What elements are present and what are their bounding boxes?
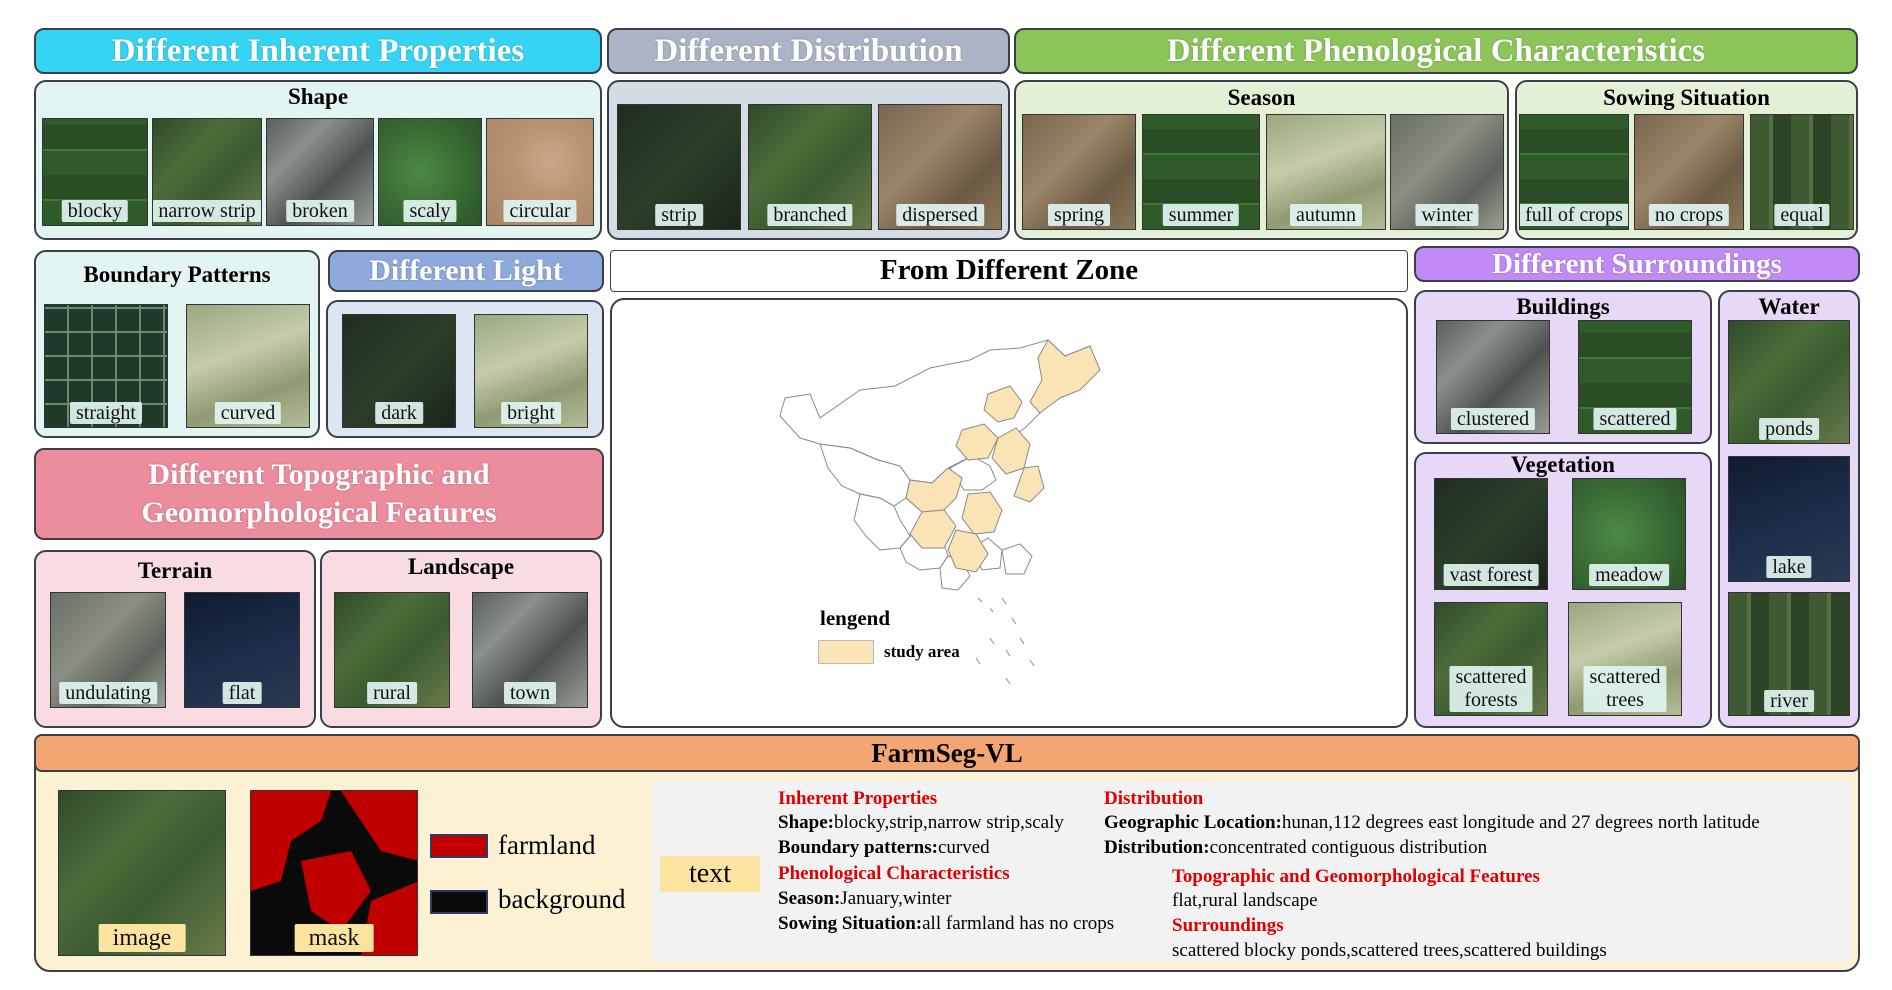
distribution-tile-strip <box>617 104 741 230</box>
zone-legend-label: study area <box>884 642 960 661</box>
season-line <box>778 888 951 910</box>
header-phenological: Different Phenological Characteristics <box>1014 28 1858 74</box>
tile-label: strip <box>655 204 703 226</box>
tile-label-line: trees <box>1606 689 1644 711</box>
season-title: Season <box>1227 85 1296 110</box>
tile-label: scaly <box>403 200 456 222</box>
distribution-tile-branched <box>748 104 872 230</box>
mask-label: mask <box>295 924 374 952</box>
landscape-tile-rural <box>334 592 450 708</box>
china-map <box>610 298 1408 728</box>
text-badge: text <box>660 856 760 892</box>
inherent-heading: Inherent Properties <box>778 788 938 809</box>
zone-legend-title: lengend <box>820 606 891 630</box>
header-distribution: Different Distribution <box>607 28 1010 74</box>
season-tile-summer <box>1142 114 1260 230</box>
water-tile-lake <box>1728 456 1850 582</box>
season-tile-autumn <box>1266 114 1386 230</box>
terrain-tile-flat <box>184 592 300 708</box>
dist-val: concentrated contiguous distribution <box>1209 837 1488 858</box>
distribution-heading: Distribution <box>1104 788 1204 809</box>
shape-line <box>778 812 1064 834</box>
tile-label: spring <box>1048 204 1110 226</box>
zone-legend-swatch <box>818 640 874 664</box>
tile-label: summer <box>1163 204 1239 226</box>
water-title: Water <box>1758 294 1820 319</box>
boundary-tile-curved <box>186 304 310 428</box>
legend-farmland-label: farmland <box>498 830 596 860</box>
boundary-tile-straight <box>44 304 168 428</box>
zone-title: From Different Zone <box>879 254 1139 286</box>
tile-label: circular <box>503 200 576 222</box>
tile-label: undulating <box>59 682 157 704</box>
topo-line-1: Different Topographic and <box>148 458 490 491</box>
tile-label-line: scattered <box>1455 666 1527 688</box>
geo-val: hunan,112 degrees east longitude and 27 degrees north latitude <box>1281 812 1760 833</box>
tile-label: ponds <box>1759 418 1819 440</box>
shape-tile-narrow-strip <box>152 118 262 226</box>
tile-label-line: forests <box>1464 689 1518 711</box>
header-inherent-properties: Different Inherent Properties <box>34 28 602 74</box>
tile-label: bright <box>501 402 561 424</box>
landscape-tile-town <box>472 592 588 708</box>
dist-line <box>1104 837 1487 859</box>
shape-tile-circular <box>486 118 594 226</box>
tile-label: rural <box>367 682 417 704</box>
tile-label: meadow <box>1589 564 1669 586</box>
legend-background-label: background <box>498 884 626 914</box>
buildings-tile-scattered <box>1578 320 1692 434</box>
season-tile-spring <box>1022 114 1136 230</box>
tile-label: equal <box>1774 204 1829 226</box>
tile-label: clustered <box>1451 408 1535 430</box>
vegetation-tile-vast-forest <box>1434 478 1548 590</box>
light-tile-dark <box>342 314 456 428</box>
boundary-title: Boundary Patterns <box>83 262 271 287</box>
vegetation-title: Vegetation <box>1511 452 1615 477</box>
sowing-tile-equal <box>1750 114 1854 230</box>
sowing-title: Sowing Situation <box>1603 85 1770 110</box>
tile-label: town <box>504 682 556 704</box>
landscape-title: Landscape <box>407 554 515 579</box>
shape-key: Shape: <box>778 812 834 833</box>
buildings-title: Buildings <box>1516 294 1610 319</box>
tile-label: curved <box>215 402 281 424</box>
shape-tile-broken <box>266 118 374 226</box>
water-tile-river <box>1728 592 1850 716</box>
geo-key: Geographic Location: <box>1104 812 1282 833</box>
header-topographic <box>34 448 604 540</box>
tile-label: autumn <box>1290 204 1362 226</box>
season-key: Season: <box>778 888 841 909</box>
tile-label: vast forest <box>1444 564 1539 586</box>
tile-label: dispersed <box>896 204 984 226</box>
dist-key: Distribution: <box>1104 837 1210 858</box>
farmseg-mask <box>250 790 418 956</box>
season-tile-winter <box>1390 114 1504 230</box>
tile-label-line: scattered <box>1589 666 1661 688</box>
tile-label: straight <box>70 402 142 424</box>
geo-line <box>1104 812 1760 834</box>
tile-label: scattered <box>1593 408 1676 430</box>
shape-tile-blocky <box>42 118 148 226</box>
tile-label: full of crops <box>1519 204 1629 226</box>
tile-label: river <box>1764 690 1814 712</box>
pheno-heading: Phenological Characteristics <box>778 863 1010 884</box>
tile-label: winter <box>1415 204 1478 226</box>
vegetation-tile-meadow <box>1572 478 1686 590</box>
legend-farmland-swatch <box>430 834 488 858</box>
topo-heading: Topographic and Geomorphological Features <box>1172 866 1540 887</box>
tile-label <box>1583 666 1666 712</box>
vegetation-tile-scattered-trees <box>1568 602 1682 716</box>
sowing-tile-no-crops <box>1634 114 1744 230</box>
shape-tile-scaly <box>378 118 482 226</box>
season-val: January,winter <box>840 888 952 909</box>
shape-title: Shape <box>287 84 349 109</box>
terrain-title: Terrain <box>137 558 213 583</box>
topo-line-2: Geomorphological Features <box>141 496 497 529</box>
tile-label: no crops <box>1649 204 1729 226</box>
light-tile-bright <box>474 314 588 428</box>
water-tile-ponds <box>1728 320 1850 444</box>
boundary-key: Boundary patterns: <box>778 837 938 858</box>
tile-label: branched <box>767 204 852 226</box>
farmseg-image <box>58 790 226 956</box>
header-light: Different Light <box>328 250 604 292</box>
header-farmseg: FarmSeg-VL <box>34 734 1860 772</box>
sowing-tile-full <box>1519 114 1629 230</box>
boundary-line <box>778 837 990 859</box>
vegetation-tile-scattered-forests <box>1434 602 1548 716</box>
sowing-val: all farmland has no crops <box>922 913 1115 934</box>
terrain-tile-undulating <box>50 592 166 708</box>
study-area-provinces <box>906 340 1100 572</box>
tile-label: flat <box>223 682 262 704</box>
south-sea-islands <box>976 598 1034 684</box>
buildings-tile-clustered <box>1436 320 1550 434</box>
tile-label: dark <box>375 402 423 424</box>
surround-heading: Surroundings <box>1172 915 1284 936</box>
surround-val: scattered blocky ponds,scattered trees,scattered buildings <box>1172 940 1607 961</box>
shape-val: blocky,strip,narrow strip,scaly <box>833 812 1064 833</box>
tile-label: broken <box>286 200 354 222</box>
tile-label: blocky <box>62 200 128 222</box>
tile-label: lake <box>1766 556 1811 578</box>
tile-label <box>1449 666 1532 712</box>
distribution-tile-dispersed <box>878 104 1002 230</box>
legend-background-swatch <box>430 890 488 914</box>
boundary-val: curved <box>937 837 990 858</box>
header-surroundings: Different Surroundings <box>1414 246 1860 282</box>
topo-val: flat,rural landscape <box>1172 890 1318 911</box>
sowing-key: Sowing Situation: <box>778 913 923 934</box>
tile-label: narrow strip <box>152 200 261 222</box>
sowing-line <box>778 913 1114 935</box>
image-label: image <box>99 924 186 952</box>
